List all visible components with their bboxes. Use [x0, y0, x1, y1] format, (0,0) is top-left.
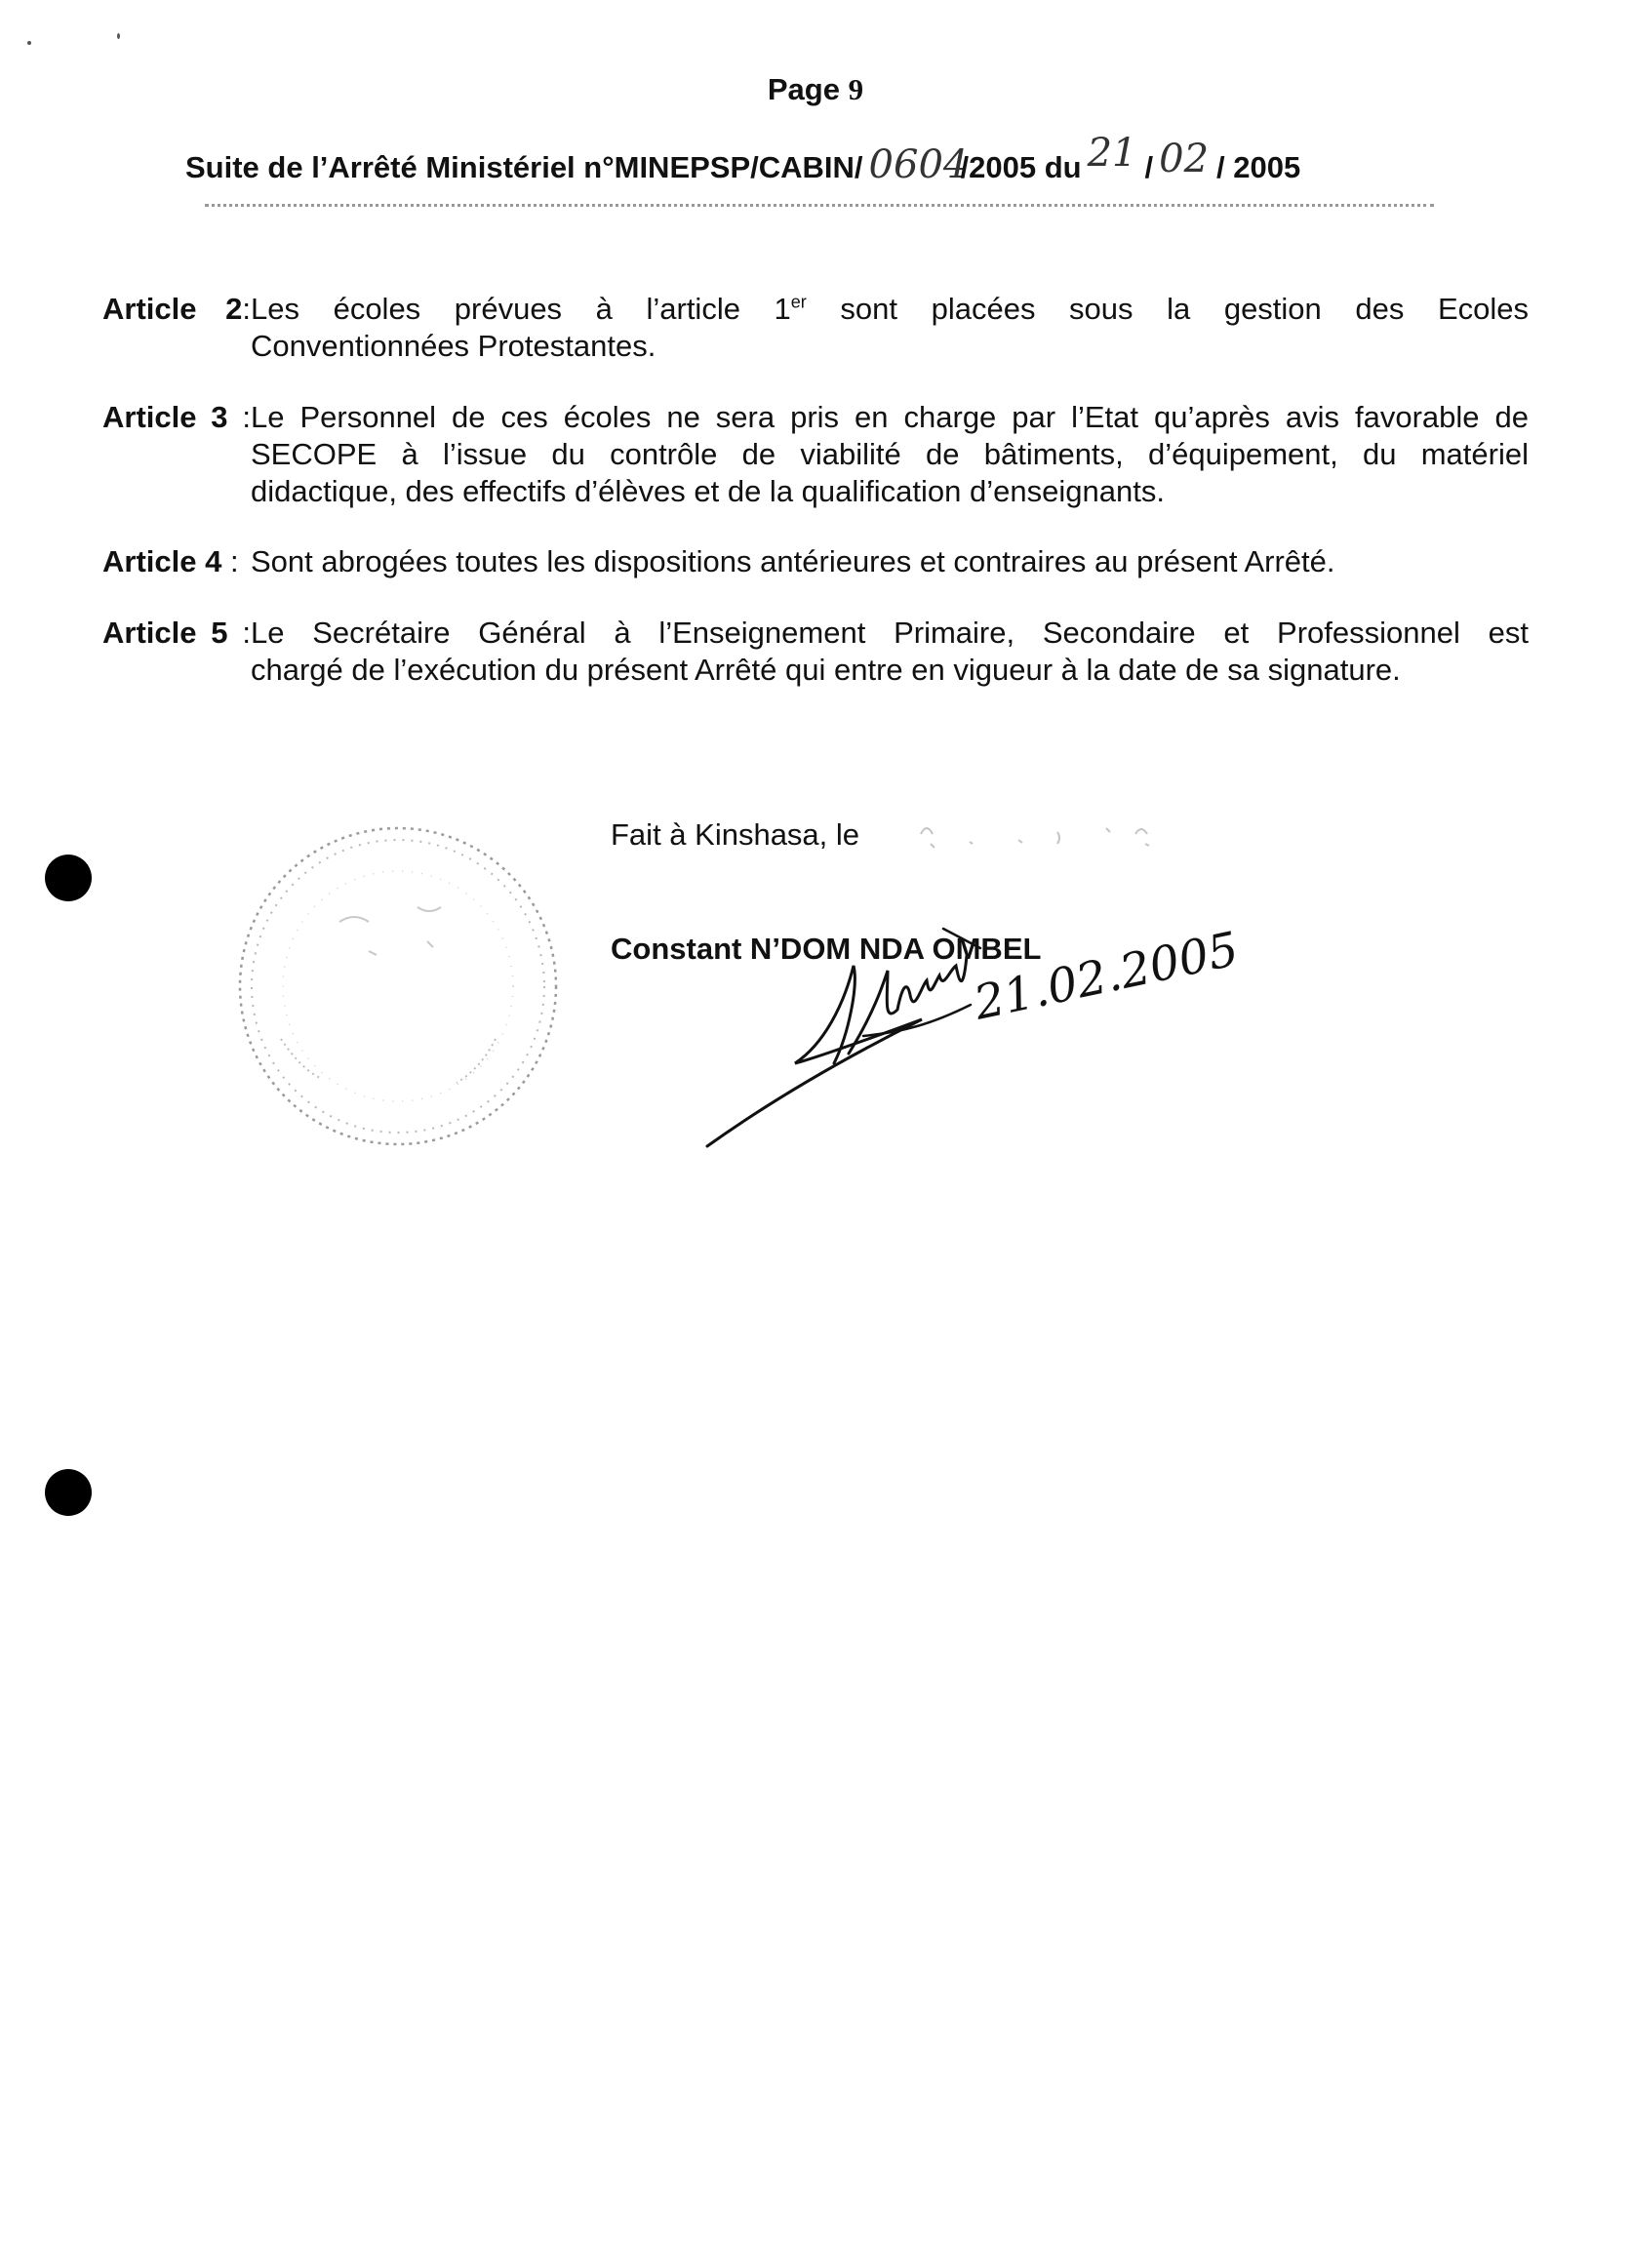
article-5	[102, 615, 1529, 689]
article-5-first-line	[102, 615, 1529, 652]
decree-year-end: / 2005	[1216, 150, 1301, 184]
place-date-label: Fait à Kinshasa, le	[611, 817, 860, 852]
article-5-heading: Article 5 :	[102, 616, 251, 650]
place-date-line	[611, 817, 859, 853]
page-number	[0, 72, 1631, 107]
article-3-continuation-1: SECOPE à l’issue du contrôle de viabilité de bâtiments, d’équipement, du matériel	[251, 437, 1529, 471]
handwritten-decree-number: 0604	[868, 142, 969, 187]
date-slash: /	[1144, 150, 1154, 184]
official-seal-image	[222, 815, 574, 1158]
article-2	[102, 291, 1529, 365]
handwritten-signature	[688, 921, 1244, 1161]
article-5-continuation: chargé de l’exécution du présent Arrêté qui entre en vigueur à la date de sa signature.	[251, 653, 1401, 687]
article-4-first-line	[102, 543, 1529, 580]
decree-prefix: Suite de l’Arrêté Ministériel n°MINEPSP/CABIN/	[185, 150, 863, 184]
punch-hole-bottom	[45, 1469, 92, 1516]
scan-speck	[117, 33, 120, 39]
article-4-text: Sont abrogées toutes les dispositions antérieures et contraires au présent Arrêté.	[251, 544, 1335, 578]
scan-speck	[27, 41, 31, 45]
article-3-text: Le Personnel de ces écoles ne sera pris en charge par l’Etat qu’après avis favorable de	[251, 400, 1529, 434]
article-3-heading: Article 3 :	[102, 400, 251, 434]
article-5-text: Le Secrétaire Général à l’Enseignement Primaire, Secondaire et Professionnel est	[251, 616, 1529, 650]
article-3-continuation-2: didactique, des effectifs d’élèves et de la qualification d’enseignants.	[251, 474, 1165, 508]
signature-date: 21.02.2005	[969, 921, 1244, 1031]
article-4	[102, 543, 1529, 580]
article-2-heading: Article 2:	[102, 292, 251, 326]
signer-name: Constant N’DOM NDA OMBEL	[611, 932, 1042, 966]
header-divider	[205, 204, 1434, 207]
handwritten-day: 21	[1087, 131, 1137, 176]
article-2-first-line	[102, 291, 1529, 328]
handwritten-month: 02	[1159, 137, 1210, 181]
article-3	[102, 399, 1529, 510]
decree-year: /2005 du	[960, 150, 1082, 184]
decree-reference	[185, 131, 1301, 187]
punch-hole-top	[45, 855, 92, 901]
page-label: Page	[767, 72, 840, 106]
page-number-value: 9	[848, 72, 864, 106]
faint-stamped-date	[911, 815, 1174, 854]
article-2-text-cont: sont placées sous la gestion des Ecoles	[806, 292, 1529, 326]
article-3-first-line	[102, 399, 1529, 436]
article-2-continuation: Conventionnées Protestantes.	[251, 329, 656, 363]
article-4-heading: Article 4 :	[102, 544, 239, 578]
article-2-text: Les écoles prévues à l’article 1	[251, 292, 791, 326]
superscript-er: er	[790, 292, 807, 312]
